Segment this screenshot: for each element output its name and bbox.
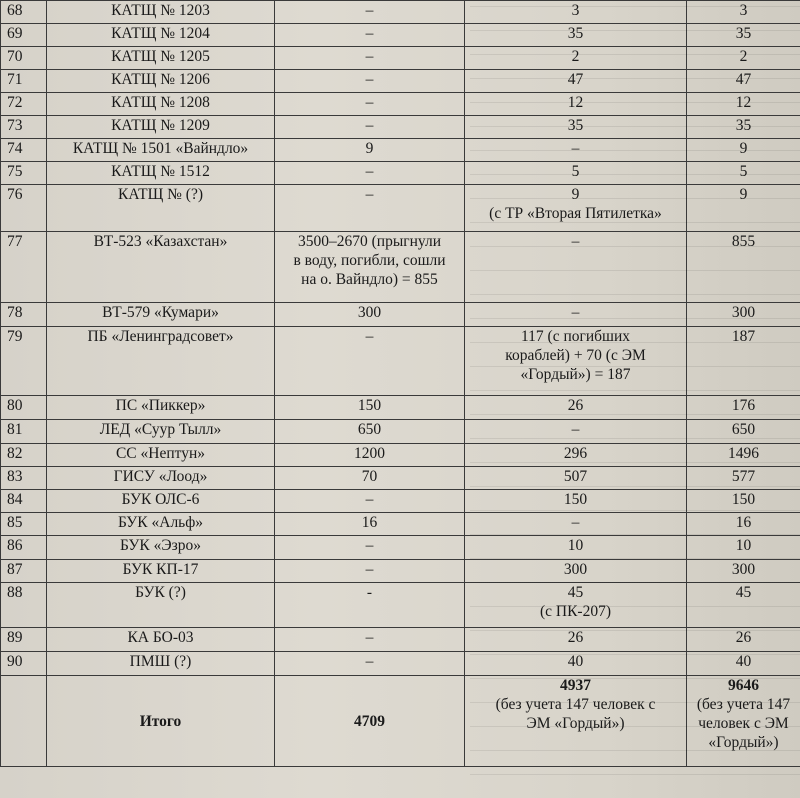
table-row: [1, 467, 800, 490]
col-c-value: 9 (с ТР «Вторая Пятилетка»: [465, 185, 687, 232]
col-c-value: 10: [465, 536, 687, 560]
vessel-name: КАТЩ № (?): [47, 185, 275, 232]
row-total: 300: [687, 560, 800, 583]
total-tot-note: (без учета 147 человек с ЭМ «Гордый»): [696, 696, 791, 751]
table-row: [1, 139, 800, 162]
table-row: [1, 1, 800, 24]
col-b-value: 3500–2670 (прыгнули в воду, погибли, сошли на о. Вайндло) = 855: [275, 232, 465, 303]
vessel-name: ЛЕД «Суур Тылл»: [47, 420, 275, 444]
col-c-value: 35: [465, 24, 687, 47]
table-row: [1, 396, 800, 420]
row-number: 75: [1, 162, 47, 185]
row-total: 5: [687, 162, 800, 185]
col-b-value: -: [275, 583, 465, 628]
row-total: 187: [687, 327, 800, 396]
col-b-value: 16: [275, 513, 465, 536]
row-number: 68: [1, 1, 47, 24]
row-total: 10: [687, 536, 800, 560]
row-number: 88: [1, 583, 47, 628]
vessel-name: КАТЩ № 1501 «Вайндло»: [47, 139, 275, 162]
col-c-value: 26: [465, 628, 687, 652]
table-row: [1, 232, 800, 303]
row-number: 77: [1, 232, 47, 303]
col-c-value: 12: [465, 93, 687, 116]
row-number: 82: [1, 444, 47, 467]
col-b-value: –: [275, 93, 465, 116]
row-total: 16: [687, 513, 800, 536]
col-b-value: –: [275, 47, 465, 70]
total-tot-value: 9646: [728, 677, 759, 694]
total-label: Итого: [47, 676, 275, 767]
vessel-name: КАТЩ № 1209: [47, 116, 275, 139]
row-total: 26: [687, 628, 800, 652]
row-number: 84: [1, 490, 47, 513]
vessel-name: ГИСУ «Лоод»: [47, 467, 275, 490]
row-total: 1496: [687, 444, 800, 467]
vessel-name: ПС «Пиккер»: [47, 396, 275, 420]
col-c-value: 507: [465, 467, 687, 490]
row-total: 650: [687, 420, 800, 444]
table-row: [1, 93, 800, 116]
vessel-name: БУК (?): [47, 583, 275, 628]
col-b-value: –: [275, 490, 465, 513]
col-c-value: 35: [465, 116, 687, 139]
col-b-value: –: [275, 70, 465, 93]
table-row: [1, 628, 800, 652]
vessel-name: БУК ОЛС-6: [47, 490, 275, 513]
table-row: [1, 24, 800, 47]
total-c-note: (без учета 147 человек с ЭМ «Гордый»): [495, 696, 656, 732]
col-c-value: 3: [465, 1, 687, 24]
col-b-value: 300: [275, 303, 465, 327]
table-row: [1, 583, 800, 628]
row-number: 73: [1, 116, 47, 139]
vessel-name: БУК «Эзро»: [47, 536, 275, 560]
col-b-value: –: [275, 24, 465, 47]
row-total: 9: [687, 139, 800, 162]
col-c-value: 300: [465, 560, 687, 583]
row-total: 577: [687, 467, 800, 490]
table-row: [1, 420, 800, 444]
vessel-name: ПМШ (?): [47, 652, 275, 676]
row-total: 35: [687, 116, 800, 139]
col-b-value: 150: [275, 396, 465, 420]
table-row: [1, 513, 800, 536]
total-c-cell: [465, 676, 687, 767]
col-b-value: –: [275, 162, 465, 185]
row-total: 45: [687, 583, 800, 628]
vessel-name: КАТЩ № 1208: [47, 93, 275, 116]
row-total: 176: [687, 396, 800, 420]
row-number: 72: [1, 93, 47, 116]
col-b-value: –: [275, 652, 465, 676]
row-number: 86: [1, 536, 47, 560]
col-b-value: 70: [275, 467, 465, 490]
vessel-name: КАТЩ № 1205: [47, 47, 275, 70]
table-row: [1, 116, 800, 139]
col-b-value: –: [275, 1, 465, 24]
col-b-value: –: [275, 327, 465, 396]
col-b-value: 1200: [275, 444, 465, 467]
table-row: [1, 327, 800, 396]
col-b-value: –: [275, 560, 465, 583]
vessel-name: СС «Нептун»: [47, 444, 275, 467]
col-b-value: 9: [275, 139, 465, 162]
col-c-value: –: [465, 303, 687, 327]
vessel-name: КАТЩ № 1203: [47, 1, 275, 24]
vessel-name: ВТ-523 «Казахстан»: [47, 232, 275, 303]
col-c-value: 150: [465, 490, 687, 513]
col-c-value: 296: [465, 444, 687, 467]
row-total: 300: [687, 303, 800, 327]
table-row: [1, 47, 800, 70]
row-number: 74: [1, 139, 47, 162]
col-c-value: –: [465, 420, 687, 444]
row-number: 69: [1, 24, 47, 47]
vessel-name: ВТ-579 «Кумари»: [47, 303, 275, 327]
row-total: 47: [687, 70, 800, 93]
table-row: [1, 70, 800, 93]
table-row: [1, 490, 800, 513]
col-b-value: –: [275, 116, 465, 139]
vessel-name: ПБ «Ленинградсовет»: [47, 327, 275, 396]
row-total: 150: [687, 490, 800, 513]
total-tot-cell: [687, 676, 800, 767]
row-number: 80: [1, 396, 47, 420]
col-c-value: 40: [465, 652, 687, 676]
col-b-value: –: [275, 536, 465, 560]
row-total: 855: [687, 232, 800, 303]
vessel-name: КАТЩ № 1204: [47, 24, 275, 47]
col-c-value: –: [465, 232, 687, 303]
row-total: 3: [687, 1, 800, 24]
table-row: [1, 185, 800, 232]
row-number: 71: [1, 70, 47, 93]
total-num-cell: [1, 676, 47, 767]
col-b-value: 650: [275, 420, 465, 444]
col-c-value: 47: [465, 70, 687, 93]
row-number: 76: [1, 185, 47, 232]
total-c-value: 4937: [560, 677, 591, 694]
row-number: 90: [1, 652, 47, 676]
row-number: 81: [1, 420, 47, 444]
row-total: 35: [687, 24, 800, 47]
row-number: 78: [1, 303, 47, 327]
col-c-value: 26: [465, 396, 687, 420]
row-number: 79: [1, 327, 47, 396]
vessel-name: КАТЩ № 1206: [47, 70, 275, 93]
row-number: 70: [1, 47, 47, 70]
row-number: 87: [1, 560, 47, 583]
col-c-value: 5: [465, 162, 687, 185]
vessel-name: КА БО-03: [47, 628, 275, 652]
row-total: 12: [687, 93, 800, 116]
vessel-name: БУК КП-17: [47, 560, 275, 583]
row-total: 2: [687, 47, 800, 70]
table-row: [1, 444, 800, 467]
table-row: [1, 536, 800, 560]
total-b-value: 4709: [275, 676, 465, 767]
row-number: 85: [1, 513, 47, 536]
row-total: 40: [687, 652, 800, 676]
total-row: [1, 676, 800, 767]
table-row: [1, 560, 800, 583]
col-c-value: 117 (с погибших кораблей) + 70 (с ЭМ «Гордый») = 187: [465, 327, 687, 396]
col-c-value: 45 (с ПК-207): [465, 583, 687, 628]
col-b-value: –: [275, 185, 465, 232]
row-number: 83: [1, 467, 47, 490]
row-total: 9: [687, 185, 800, 232]
col-c-value: –: [465, 139, 687, 162]
col-c-value: 2: [465, 47, 687, 70]
col-c-value: –: [465, 513, 687, 536]
row-number: 89: [1, 628, 47, 652]
table-row: [1, 303, 800, 327]
table-row: [1, 652, 800, 676]
vessel-name: КАТЩ № 1512: [47, 162, 275, 185]
table-row: [1, 162, 800, 185]
vessel-name: БУК «Альф»: [47, 513, 275, 536]
col-b-value: –: [275, 628, 465, 652]
